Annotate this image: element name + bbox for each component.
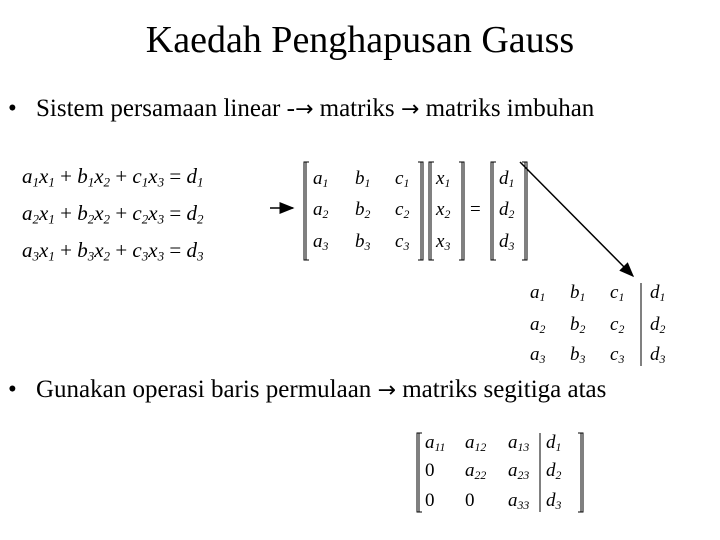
augmented-cell-symbol: $b_2$	[570, 314, 586, 336]
triangular-cell-symbol: 0	[425, 460, 435, 481]
var-x: $x_2$	[94, 238, 111, 264]
d-vector-cell-symbol: $d_2$	[499, 199, 515, 221]
augmented-cell-symbol-subscript: 1	[579, 290, 586, 304]
augmented-cell	[610, 314, 624, 336]
coef-matrix-cell	[313, 168, 328, 190]
const-d: $d_2$	[186, 201, 204, 227]
augmented-cell	[650, 314, 665, 336]
triangular-cell	[425, 432, 445, 454]
coef-matrix-cell	[395, 168, 409, 190]
triangular-cell	[508, 432, 529, 454]
var-x-subscript: 1	[48, 248, 55, 264]
augmented-cell-symbol-subscript: 1	[618, 290, 625, 304]
coef-a-subscript: 3	[32, 248, 40, 264]
to-augmented-matrix-arrow	[520, 162, 633, 276]
augmented-cell-symbol: $d_2$	[650, 314, 666, 336]
d-vector-cell	[499, 231, 514, 253]
augmented-cell-symbol-subscript: 1	[659, 290, 666, 304]
x-vector-cell	[436, 231, 450, 253]
coef-matrix-cell-symbol-subscript: 1	[322, 176, 329, 190]
coef-matrix-cell-symbol-subscript: 3	[322, 239, 329, 253]
var-x-subscript: 3	[157, 174, 165, 190]
augmented-cell-symbol-subscript: 3	[579, 352, 586, 366]
coef-matrix-cell-symbol-subscript: 1	[403, 176, 410, 190]
coef-matrix-cell-symbol-subscript: 2	[403, 207, 410, 221]
coef-matrix-cell-symbol: $b_1$	[355, 168, 371, 190]
augmented-cell-symbol: $d_3$	[650, 344, 666, 366]
var-x: $x_3$	[148, 201, 165, 227]
coef-matrix-cell-symbol: $c_2$	[395, 199, 410, 221]
var-x: $x_3$	[148, 164, 165, 190]
coef-b-subscript: 3	[87, 248, 95, 264]
coef-matrix-cell-symbol: $a_2$	[313, 199, 329, 221]
coef-b-subscript: 2	[87, 211, 95, 227]
augmented-cell-symbol: $d_1$	[650, 282, 666, 304]
x-vector-cell-symbol-subscript: 2	[444, 207, 451, 221]
const-d-subscript: 2	[196, 211, 204, 227]
augmented-cell	[530, 282, 545, 304]
var-x-subscript: 1	[48, 211, 55, 227]
coef-matrix-cell-symbol-subscript: 2	[322, 207, 329, 221]
coef-matrix-cell	[355, 231, 370, 253]
bullet-text-start: Sistem persamaan linear -	[36, 95, 295, 122]
triangular-cell	[546, 432, 561, 454]
augmented-cell	[570, 314, 585, 336]
const-d: $d_1$	[186, 164, 204, 190]
d-vector-cell-symbol-subscript: 2	[508, 207, 515, 221]
triangular-cell-symbol: $a_{33}$	[508, 490, 530, 512]
augmented-cell-symbol-subscript: 3	[618, 352, 625, 366]
right-arrow-icon: →	[400, 97, 420, 122]
triangular-cell	[465, 490, 475, 512]
coef-b-subscript: 1	[87, 174, 95, 190]
triangular-cell-symbol-subscript: 3	[555, 498, 562, 512]
triangular-cell-symbol: $d_1$	[546, 432, 562, 454]
augmented-cell-symbol: $a_2$	[530, 314, 546, 336]
bullet-text-start: Gunakan operasi baris permulaan	[36, 376, 378, 403]
triangular-cell	[508, 460, 529, 482]
augmented-cell-symbol-subscript: 2	[618, 322, 625, 336]
triangular-cell-symbol-subscript: 13	[517, 440, 530, 454]
coef-a-subscript: 2	[32, 211, 40, 227]
coef-matrix-cell	[355, 199, 370, 221]
bullet-dot: •	[8, 95, 17, 122]
const-d-subscript: 3	[196, 248, 204, 264]
var-x: $x_1$	[39, 238, 55, 264]
equals-sign: =	[164, 164, 187, 188]
x-vector-cell-symbol-subscript: 1	[444, 176, 451, 190]
coef-matrix-cell-symbol-subscript: 1	[364, 176, 371, 190]
d-vector-cell-symbol: $d_1$	[499, 168, 515, 190]
slide-title: Kaedah Penghapusan Gauss	[145, 19, 575, 61]
coef-matrix-cell	[313, 231, 328, 253]
augmented-cell-symbol-subscript: 1	[539, 290, 546, 304]
plus-sign: +	[110, 238, 133, 262]
triangular-cell	[465, 432, 486, 454]
augmented-cell-symbol-subscript: 2	[579, 322, 586, 336]
coef-matrix-cell	[355, 168, 370, 190]
coef-c: $c_3$	[132, 238, 149, 264]
coef-c-subscript: 3	[141, 248, 149, 264]
coef-matrix-cell-symbol: $c_3$	[395, 231, 410, 253]
coef-a-subscript: 1	[32, 174, 40, 190]
d-vector-cell-symbol-subscript: 3	[508, 239, 515, 253]
triangular-cell	[425, 460, 435, 482]
triangular-cell-symbol: $a_{12}$	[465, 432, 487, 454]
var-x-subscript: 1	[48, 174, 55, 190]
x-vector-cell-symbol: $x_3$	[436, 231, 451, 253]
triangular-cell	[508, 490, 529, 512]
bullet-text-end: matriks segitiga atas	[395, 376, 607, 403]
coef-matrix-cell-symbol: $a_3$	[313, 231, 329, 253]
coef-b: $b_3$	[77, 238, 95, 264]
coef-matrix-cell-symbol: $a_1$	[313, 168, 329, 190]
augmented-cell-symbol: $c_3$	[610, 344, 625, 366]
right-arrow-icon: →	[294, 97, 314, 122]
augmented-cell	[530, 344, 545, 366]
augmented-cell-symbol: $c_1$	[610, 282, 625, 304]
x-vector-cell	[436, 199, 450, 221]
coef-matrix-cell-symbol: $b_2$	[355, 199, 371, 221]
var-x: $x_3$	[148, 238, 165, 264]
augmented-cell-symbol: $c_2$	[610, 314, 625, 336]
triangular-cell-symbol-subscript: 1	[555, 440, 562, 454]
plus-sign: +	[54, 164, 78, 188]
triangular-cell-symbol-subscript: 22	[474, 468, 487, 482]
coef-a: $a_3$	[22, 238, 40, 264]
coef-matrix-cell-symbol-subscript: 2	[364, 207, 371, 221]
bullet-text-middle: matriks	[313, 95, 401, 122]
augmented-cell	[610, 282, 624, 304]
coef-matrix-cell-symbol-subscript: 3	[403, 239, 410, 253]
augmented-cell	[570, 344, 585, 366]
d-vector-cell-symbol: $d_3$	[499, 231, 515, 253]
triangular-cell	[425, 490, 435, 512]
augmented-cell-symbol-subscript: 2	[539, 322, 546, 336]
triangular-cell-symbol-subscript: 23	[517, 468, 530, 482]
triangular-cell-symbol: $d_2$	[546, 460, 562, 482]
var-x-subscript: 2	[103, 248, 111, 264]
augmented-cell-symbol: $b_1$	[570, 282, 586, 304]
coef-matrix-cell-symbol: $c_1$	[395, 168, 410, 190]
augmented-cell	[650, 344, 665, 366]
var-x: $x_1$	[39, 164, 55, 190]
augmented-cell	[570, 282, 585, 304]
d-vector-cell-symbol-subscript: 1	[508, 176, 515, 190]
x-vector-cell-symbol-subscript: 3	[444, 239, 451, 253]
augmented-cell-symbol: $a_3$	[530, 344, 546, 366]
augmented-cell-symbol-subscript: 2	[659, 322, 666, 336]
triangular-cell-symbol: $a_{13}$	[508, 432, 530, 454]
augmented-cell-symbol: $a_1$	[530, 282, 546, 304]
coef-matrix-cell-symbol: $b_3$	[355, 231, 371, 253]
coef-c-subscript: 2	[141, 211, 149, 227]
coef-matrix-cell	[395, 231, 409, 253]
bullet-row-operations	[8, 376, 606, 404]
triangular-cell	[546, 490, 561, 512]
coef-matrix-cell	[313, 199, 328, 221]
triangular-cell-symbol-subscript: 33	[517, 498, 530, 512]
augmented-cell-symbol-subscript: 3	[659, 352, 666, 366]
var-x: $x_2$	[94, 164, 111, 190]
equals-sign: =	[164, 201, 187, 225]
augmented-cell	[650, 282, 665, 304]
coef-a: $a_2$	[22, 201, 40, 227]
x-vector-cell	[436, 168, 450, 190]
d-vector-cell	[499, 168, 514, 190]
triangular-cell-symbol: $a_{23}$	[508, 460, 530, 482]
matrix-equals-sign: =	[470, 199, 481, 220]
const-d-subscript: 1	[196, 174, 204, 190]
triangular-cell-symbol-subscript: 12	[474, 440, 487, 454]
bullet-dot: •	[8, 376, 17, 403]
d-vector-cell	[499, 199, 514, 221]
x-vector-cell-symbol: $x_2$	[436, 199, 451, 221]
coef-b: $b_2$	[77, 201, 95, 227]
coef-matrix-cell-symbol-subscript: 3	[364, 239, 371, 253]
bullet-text-end: matriks imbuhan	[419, 95, 595, 122]
triangular-cell-symbol: $a_{11}$	[425, 432, 446, 454]
var-x: $x_1$	[39, 201, 55, 227]
plus-sign: +	[54, 201, 78, 225]
triangular-cell-symbol: 0	[425, 490, 435, 511]
x-vector-cell-symbol: $x_1$	[436, 168, 451, 190]
triangular-cell-symbol-subscript: 2	[555, 468, 562, 482]
plus-sign: +	[110, 164, 133, 188]
plus-sign: +	[54, 238, 78, 262]
triangular-cell-symbol: $a_{22}$	[465, 460, 487, 482]
triangular-cell-symbol: $d_3$	[546, 490, 562, 512]
plus-sign: +	[110, 201, 133, 225]
equals-sign: =	[164, 238, 187, 262]
triangular-cell	[465, 460, 486, 482]
coef-matrix-cell	[395, 199, 409, 221]
augmented-cell-symbol: $b_3$	[570, 344, 586, 366]
coef-c: $c_1$	[132, 164, 149, 190]
coef-c-subscript: 1	[141, 174, 149, 190]
var-x: $x_2$	[94, 201, 111, 227]
coef-a: $a_1$	[22, 164, 40, 190]
coef-c: $c_2$	[132, 201, 149, 227]
const-d: $d_3$	[186, 238, 204, 264]
var-x-subscript: 2	[103, 211, 111, 227]
coef-b: $b_1$	[77, 164, 95, 190]
triangular-cell-symbol: 0	[465, 490, 475, 511]
var-x-subscript: 3	[157, 248, 165, 264]
augmented-cell	[610, 344, 624, 366]
right-arrow-icon: →	[377, 378, 396, 403]
augmented-cell	[530, 314, 545, 336]
augmented-cell-symbol-subscript: 3	[539, 352, 546, 366]
var-x-subscript: 3	[157, 211, 165, 227]
triangular-cell	[546, 460, 561, 482]
triangular-cell-symbol-subscript: 11	[434, 440, 446, 454]
var-x-subscript: 2	[103, 174, 111, 190]
